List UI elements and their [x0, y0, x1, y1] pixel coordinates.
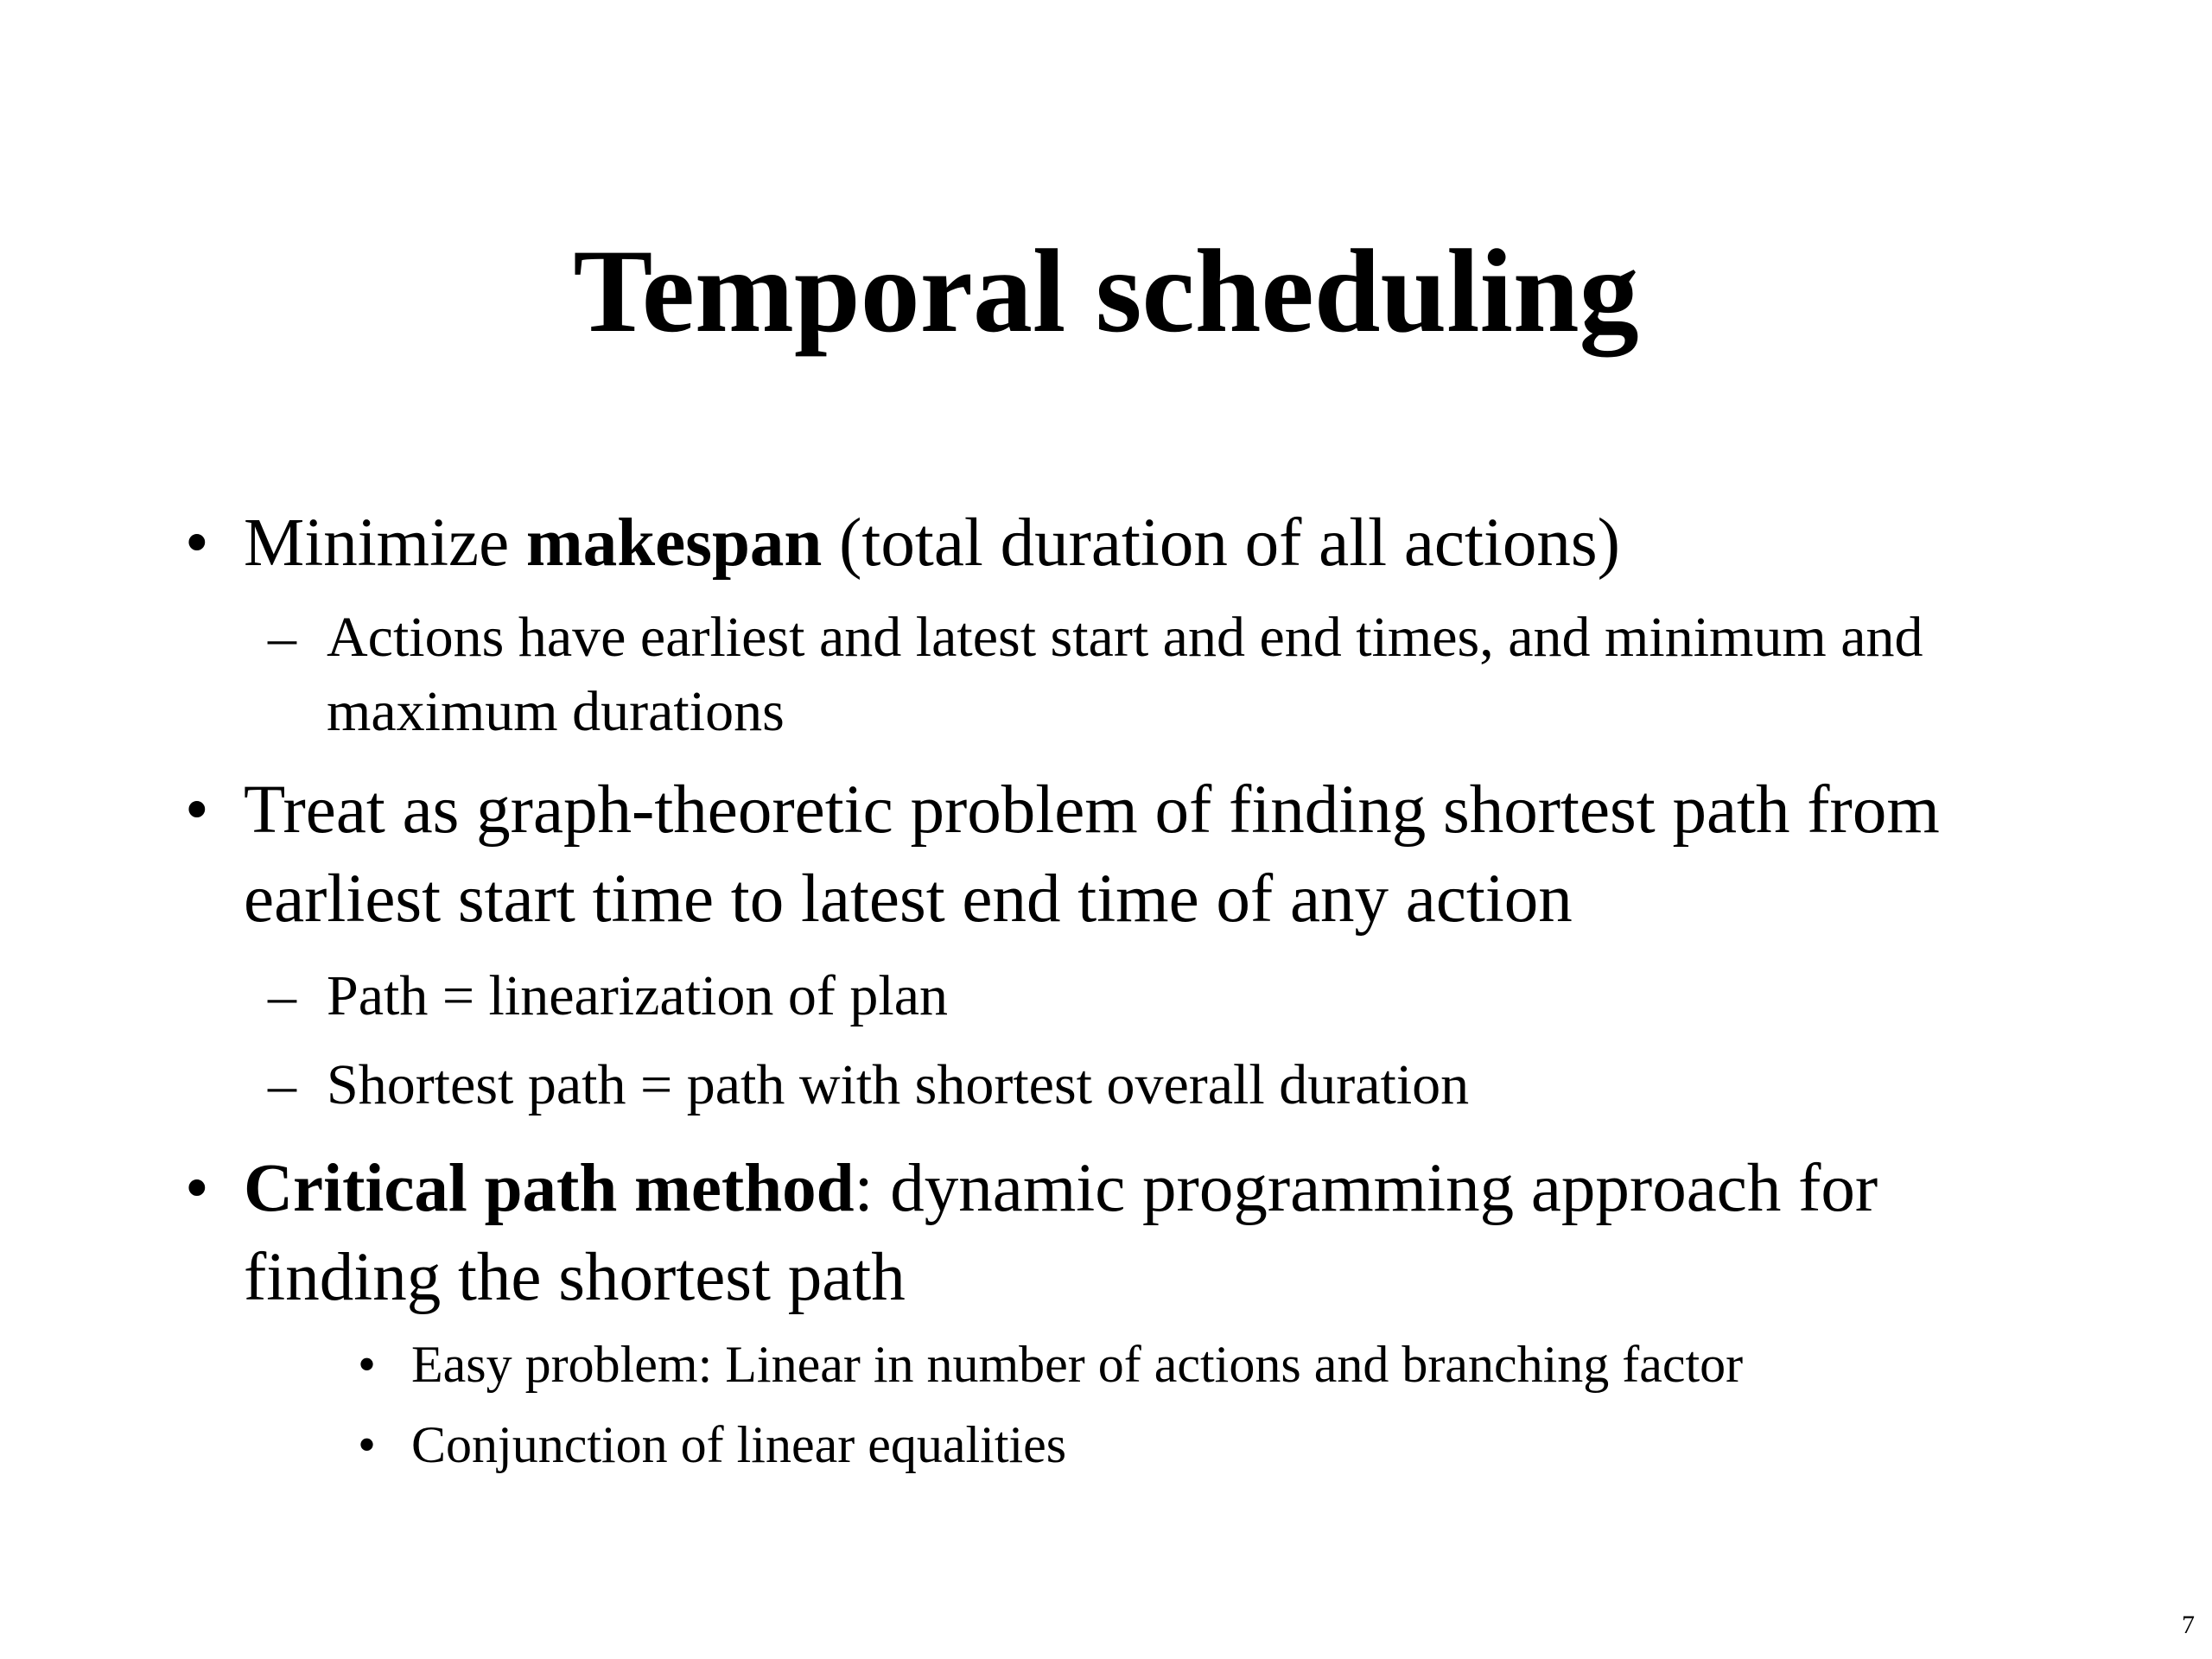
dash-marker: –: [268, 606, 296, 669]
dash-marker: –: [268, 1053, 296, 1116]
slide-title: Temporal scheduling: [573, 225, 1639, 357]
subsubbullet-text: Easy problem: Linear in number of actions and branching factor: [411, 1336, 1744, 1393]
bullet-bold-term: Critical path method: [244, 1151, 855, 1226]
subsubbullet-easy-problem: [358, 1327, 2053, 1402]
bullet-text-suffix: : dynamic programming approach for finding the shortest path: [244, 1151, 1878, 1315]
bullet-graph-theoretic: [185, 766, 2075, 944]
bullet-marker: •: [185, 1151, 209, 1226]
dash-marker: –: [268, 964, 296, 1027]
bullet-text: Treat as graph-theoretic problem of finding shortest path from earliest start time to latest end time of any action: [244, 772, 1940, 937]
subbullet-action-times: [268, 601, 2003, 749]
subbullet-path-linearization: [268, 959, 2003, 1033]
bullet-marker: •: [358, 1416, 377, 1473]
subbullet-text: Shortest path = path with shortest overall duration: [327, 1053, 1470, 1116]
bullet-text-suffix: (total duration of all actions): [822, 505, 1620, 581]
bullet-bold-term: makespan: [525, 505, 823, 581]
bullet-minimize-makespan: [185, 499, 2075, 588]
subbullet-text: Actions have earliest and latest start and end times, and minimum and maximum durations: [327, 606, 1923, 743]
subsubbullet-text: Conjunction of linear equalities: [411, 1416, 1067, 1473]
bullet-text-prefix: Minimize: [244, 505, 526, 581]
bullet-marker: •: [185, 505, 209, 581]
bullet-marker: •: [358, 1336, 377, 1393]
subbullet-shortest-path: [268, 1048, 2003, 1122]
bullet-critical-path-method: [185, 1144, 2075, 1322]
bullet-marker: •: [185, 772, 209, 848]
page-number: 7: [2182, 1611, 2195, 1639]
subsubbullet-linear-equalities: [358, 1408, 2053, 1482]
subbullet-text: Path = linearization of plan: [327, 964, 949, 1027]
